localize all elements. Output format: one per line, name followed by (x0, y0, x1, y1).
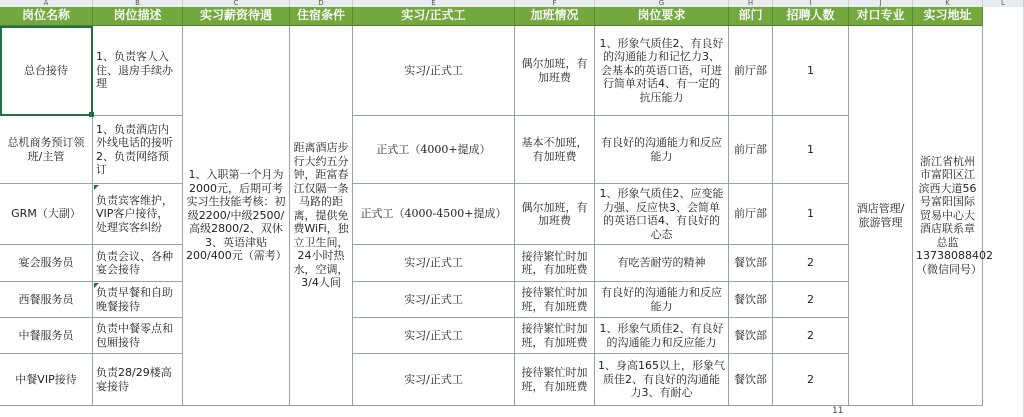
empty-column-l (983, 7, 1024, 417)
cell-overtime-row-1-text: 偶尔加班，有加班费 (521, 57, 588, 84)
cell-department-row-6[interactable] (729, 318, 773, 354)
cell-description-row-4-text: 负责会议、各种宴会接待 (96, 249, 173, 276)
cell-requirements-row-4[interactable] (595, 245, 729, 282)
cell-headcount-row-7[interactable] (773, 354, 849, 406)
cell-headcount-row-6-text: 2 (807, 328, 814, 342)
column-header-l[interactable]: L (983, 0, 1024, 7)
column-header-c[interactable]: C (183, 0, 290, 7)
column-header-i[interactable]: I (773, 0, 849, 7)
cell-headcount-row-2[interactable] (773, 116, 849, 184)
cell-position-row-7-text: 中餐VIP接待 (15, 372, 77, 386)
header-requirements[interactable] (595, 7, 729, 26)
comment-indicator-icon (94, 283, 99, 288)
cell-position-row-3-text: GRM（大副） (11, 207, 81, 221)
cell-headcount-row-3[interactable] (773, 184, 849, 245)
header-major-text: 对口专业 (856, 8, 905, 23)
header-major[interactable] (849, 7, 913, 26)
cell-position-row-3[interactable] (0, 184, 93, 245)
header-overtime-text: 加班情况 (530, 8, 579, 23)
cell-requirements-row-5-text: 有良好的沟通能力和反应能力 (601, 286, 722, 313)
cell-department-row-2-text: 前厅部 (734, 142, 767, 156)
cell-department-row-5[interactable] (729, 282, 773, 318)
cell-housing-merged[interactable] (290, 26, 353, 406)
header-salary[interactable] (183, 7, 290, 26)
header-salary-text: 实习薪资待遇 (199, 8, 272, 23)
header-description-text: 岗位描述 (113, 8, 162, 23)
cell-overtime-row-7-text: 接待繁忙时加班，有加班费 (521, 366, 588, 393)
cell-salary-merged[interactable] (183, 26, 290, 406)
column-header-d[interactable]: D (290, 0, 353, 7)
cell-description-row-7[interactable] (93, 354, 183, 406)
header-housing[interactable] (290, 7, 353, 26)
cell-description-row-4[interactable] (93, 245, 183, 282)
cell-requirements-row-6-text: 1、形象气质佳2、有良好的沟通能力和反应能力 (599, 322, 724, 349)
cell-department-row-7-text: 餐饮部 (734, 372, 767, 386)
cell-position-row-4-text: 宴会服务员 (18, 256, 74, 270)
cell-type-row-1-text: 实习/正式工 (404, 63, 463, 77)
cell-headcount-row-3-text: 1 (807, 207, 814, 221)
cell-requirements-row-1-text: 1、形象气质佳2、有良好的沟通能力和记忆力3、会基本的英语口语，可进行简单对话4、有一定的抗压能力 (599, 36, 724, 104)
column-header-j[interactable]: J (849, 0, 913, 7)
column-header-b[interactable]: B (93, 0, 183, 7)
cell-overtime-row-5[interactable] (515, 282, 595, 318)
cell-description-row-1-text: 1、负责客人入住、退房手续办理 (96, 50, 173, 91)
cell-type-row-3-text: 正式工（4000-4500+提成） (360, 207, 507, 221)
cell-requirements-row-3[interactable] (595, 184, 729, 245)
cell-description-row-2[interactable] (93, 116, 183, 184)
cell-type-row-4-text: 实习/正式工 (404, 256, 463, 270)
column-header-a[interactable]: A (0, 0, 93, 7)
cell-description-row-3[interactable] (93, 184, 183, 245)
cell-headcount-row-5[interactable] (773, 282, 849, 318)
cell-department-row-6-text: 餐饮部 (734, 328, 767, 342)
cell-description-row-5-text: 负责早餐和自助晚餐接待 (96, 286, 173, 313)
header-requirements-text: 岗位要求 (637, 8, 686, 23)
cell-overtime-row-3[interactable] (515, 184, 595, 245)
cell-overtime-row-2-text: 基本不加班，有加班费 (521, 136, 588, 163)
cell-position-row-5[interactable] (0, 282, 93, 318)
header-overtime[interactable] (515, 7, 595, 26)
cell-type-row-7-text: 实习/正式工 (404, 372, 463, 386)
cell-description-row-3-text: 负责宾客维护，VIP客户接待，处理宾客纠纷 (96, 193, 173, 234)
cell-department-row-1-text: 前厅部 (734, 63, 767, 77)
cell-description-row-6[interactable] (93, 318, 183, 354)
cell-overtime-row-4-text: 接待繁忙时加班，有加班费 (521, 249, 588, 276)
cell-major-merged[interactable] (849, 26, 913, 406)
cell-type-row-2[interactable] (353, 116, 515, 184)
header-housing-text: 住宿条件 (296, 8, 345, 23)
cell-salary-merged-text: 1、入职第一个月为2000元，后期可考实习生技能考核：初级2200/中级2500/高级2800/2、双休3、英语津贴200/400元（需考） (186, 168, 287, 263)
cell-address-merged-text: 浙江省杭州市富阳区江滨西大道56号富阳国际贸易中心大酒店联系章总监13738088402（微信同号） (916, 154, 993, 276)
cell-headcount-row-1-text: 1 (807, 63, 814, 77)
cell-type-row-3[interactable] (353, 184, 515, 245)
cell-requirements-row-1[interactable] (595, 26, 729, 116)
comment-indicator-icon (94, 185, 99, 190)
cell-requirements-row-2-text: 有良好的沟通能力和反应能力 (601, 136, 722, 163)
cell-overtime-row-3-text: 偶尔加班，有加班费 (521, 200, 588, 227)
cell-overtime-row-7[interactable] (515, 354, 595, 406)
cell-overtime-row-6-text: 接待繁忙时加班，有加班费 (521, 322, 588, 349)
cell-department-row-3[interactable] (729, 184, 773, 245)
cell-position-row-5-text: 西餐服务员 (18, 292, 74, 306)
cell-type-row-2-text: 正式工（4000+提成） (376, 142, 491, 156)
fill-handle[interactable] (89, 112, 94, 117)
cell-position-row-1-text: 总台接待 (24, 63, 68, 77)
header-description[interactable] (93, 7, 183, 26)
cell-requirements-row-5[interactable] (595, 282, 729, 318)
cell-department-row-2[interactable] (729, 116, 773, 184)
cell-position-row-1[interactable] (0, 26, 93, 116)
column-header-f[interactable]: F (515, 0, 595, 7)
cell-description-row-5[interactable] (93, 282, 183, 318)
cell-headcount-row-5-text: 2 (807, 292, 814, 306)
header-position-text: 岗位名称 (21, 8, 70, 23)
cell-type-row-5-text: 实习/正式工 (404, 292, 463, 306)
header-position[interactable] (0, 7, 93, 26)
cell-department-row-4[interactable] (729, 245, 773, 282)
cell-type-row-4[interactable] (353, 245, 515, 282)
header-department[interactable] (729, 7, 773, 26)
cell-position-row-7[interactable] (0, 354, 93, 406)
cell-description-row-1[interactable] (93, 26, 183, 116)
cell-overtime-row-1[interactable] (515, 26, 595, 116)
header-type-text: 实习/正式工 (401, 8, 466, 23)
cell-position-row-2[interactable] (0, 116, 93, 184)
cell-position-row-6-text: 中餐服务员 (18, 328, 74, 342)
cell-requirements-row-7[interactable] (595, 354, 729, 406)
cell-requirements-row-4-text: 有吃苦耐劳的精神 (617, 256, 706, 270)
cell-headcount-row-4-text: 2 (807, 256, 814, 270)
cell-position-row-6[interactable] (0, 318, 93, 354)
cell-type-row-5[interactable] (353, 282, 515, 318)
cell-type-row-1[interactable] (353, 26, 515, 116)
cell-headcount-row-2-text: 1 (807, 142, 814, 156)
cell-department-row-4-text: 餐饮部 (734, 256, 767, 270)
cell-headcount-row-1[interactable] (773, 26, 849, 116)
cell-department-row-5-text: 餐饮部 (734, 292, 767, 306)
row-number-label: 11 (832, 406, 844, 416)
cell-position-row-2-text: 总机商务预订领班/主管 (7, 136, 85, 163)
cell-major-merged-text: 酒店管理/旅游管理 (856, 202, 905, 229)
header-headcount[interactable] (773, 7, 849, 26)
header-address-text: 实习地址 (923, 8, 972, 23)
column-header-k[interactable]: K (913, 0, 983, 7)
header-type[interactable] (353, 7, 515, 26)
cell-description-row-7-text: 负责28/29楼高宴接待 (96, 366, 172, 393)
cell-department-row-7[interactable] (729, 354, 773, 406)
column-header-e[interactable]: E (353, 0, 515, 7)
cell-overtime-row-4[interactable] (515, 245, 595, 282)
cell-requirements-row-3-text: 1、形象气质佳2、应变能力强、反应快3、会简单的英语口语4、有良好的心态 (599, 187, 724, 241)
cell-requirements-row-6[interactable] (595, 318, 729, 354)
cell-description-row-6-text: 负责中餐零点和包厢接待 (96, 322, 173, 349)
header-headcount-text: 招聘人数 (786, 8, 835, 23)
cell-headcount-row-7-text: 2 (807, 372, 814, 386)
header-department-text: 部门 (738, 8, 763, 23)
cell-department-row-3-text: 前厅部 (734, 207, 767, 221)
cell-type-row-7[interactable] (353, 354, 515, 406)
cell-position-row-4[interactable] (0, 245, 93, 282)
cell-address-merged[interactable] (913, 26, 993, 406)
cell-requirements-row-2[interactable] (595, 116, 729, 184)
cell-requirements-row-7-text: 1、身高165以上，形象气质佳2、有良好的沟通能力3、有耐心 (598, 359, 725, 400)
cell-overtime-row-2[interactable] (515, 116, 595, 184)
cell-housing-merged-text: 距离酒店步行大约五分钟，距富春江仅隔一条马路的距离，提供免费WiFi，独立卫生间，24小时热水，空调，3/4人间 (293, 141, 349, 290)
cell-description-row-2-text: 1、负责酒店内外线电话的接听2、负责网络预订 (96, 122, 173, 176)
cell-overtime-row-6[interactable] (515, 318, 595, 354)
cell-type-row-6-text: 实习/正式工 (404, 328, 463, 342)
cell-department-row-1[interactable] (729, 26, 773, 116)
cell-headcount-row-4[interactable] (773, 245, 849, 282)
cell-headcount-row-6[interactable] (773, 318, 849, 354)
column-header-h[interactable]: H (729, 0, 773, 7)
cell-overtime-row-5-text: 接待繁忙时加班，有加班费 (521, 286, 588, 313)
header-address[interactable] (913, 7, 983, 26)
column-header-g[interactable]: G (595, 0, 729, 7)
cell-type-row-6[interactable] (353, 318, 515, 354)
